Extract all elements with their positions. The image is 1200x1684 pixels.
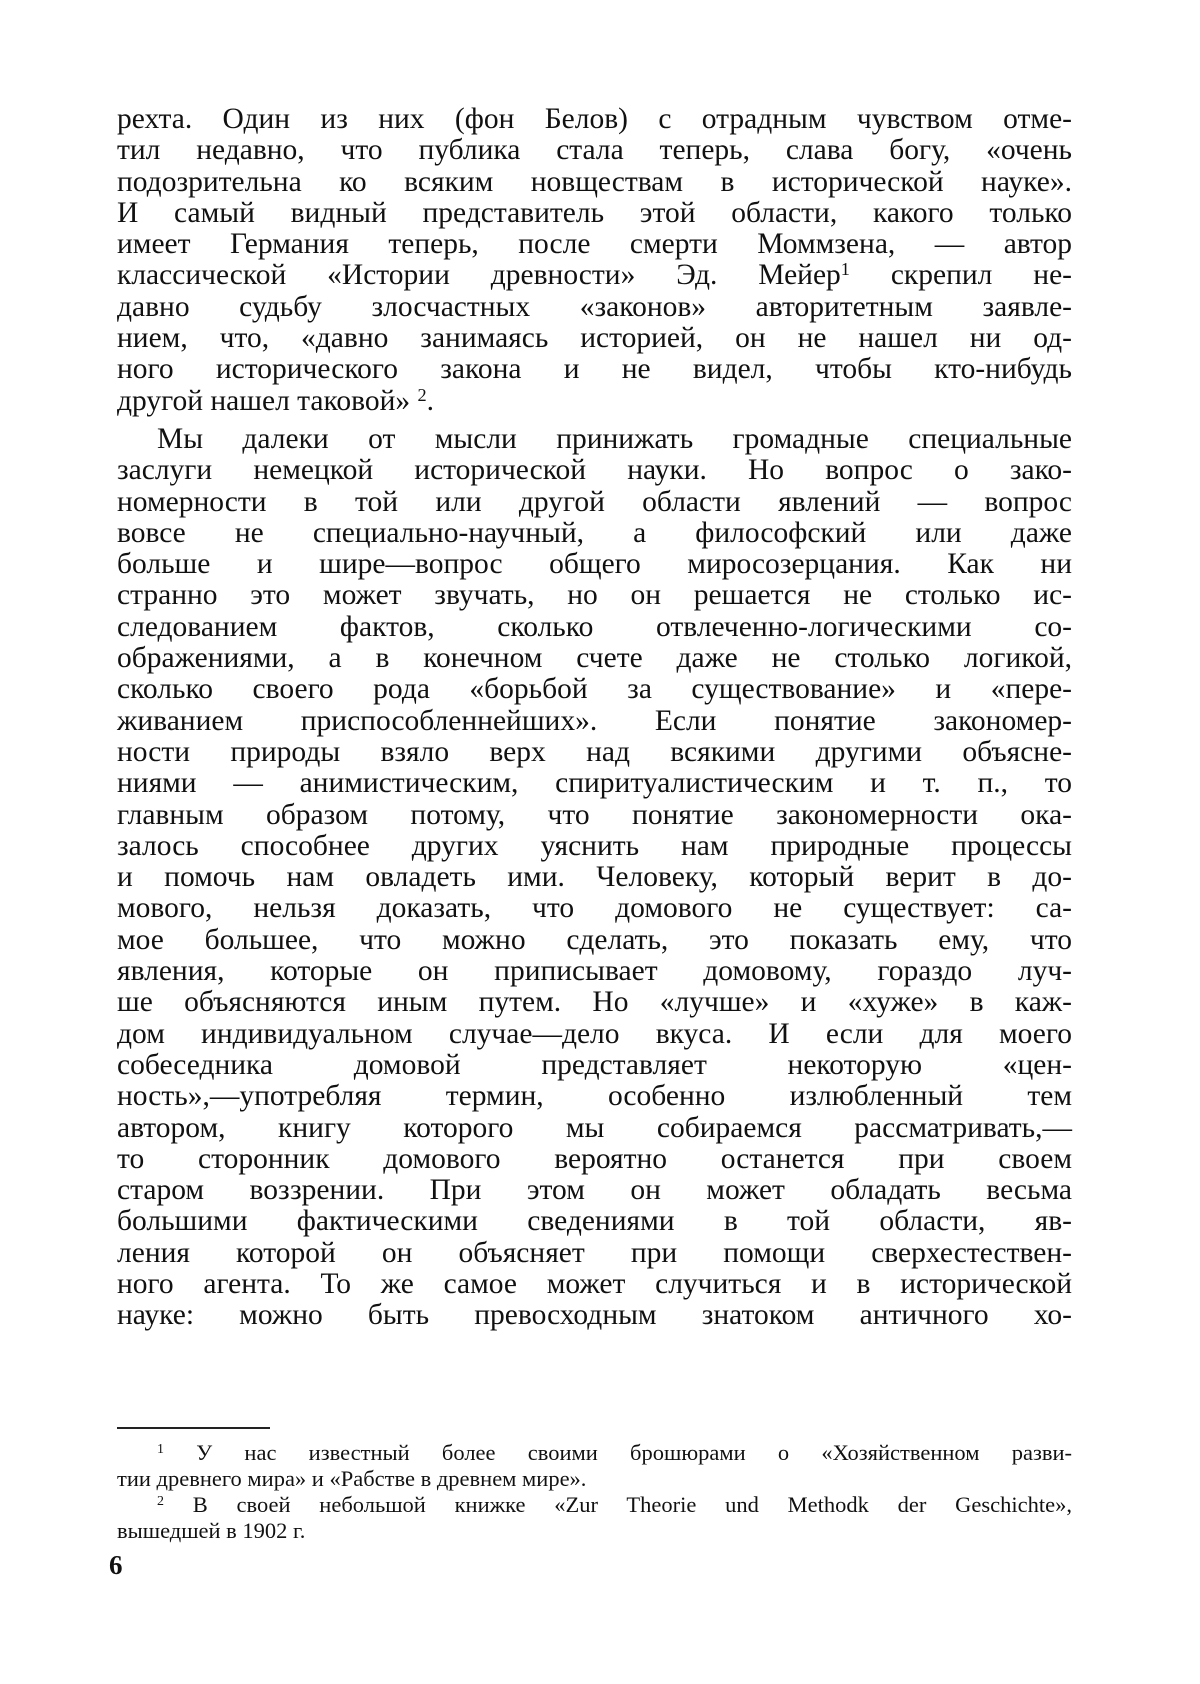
text-fragment: классической «Истории древности» Эд. Мейер <box>117 259 841 292</box>
text-line: больше и шире—вопрос общего миросозерцания. Как ни <box>117 548 1072 581</box>
text-fragment: скрепил не- <box>890 259 1072 292</box>
text-fragment: другой нашел таковой» <box>117 384 411 417</box>
main-text <box>117 104 1072 1332</box>
text-line: старом воззрении. При этом он может обладать весьма <box>117 1174 1072 1207</box>
text-line: сколько своего рода «борьбой за существование» и «пере- <box>117 673 1072 706</box>
text-line: собеседника домовой представляет некоторую «цен- <box>117 1048 1072 1081</box>
text-line: номерности в той или другой области явлений — вопрос <box>117 485 1072 518</box>
text-line: подозрительна ко всяким новществам в исторической науке». <box>117 165 1072 198</box>
footnote-text: У нас известный более своими брошюрами о «Хозяйственном разви- <box>196 1440 1073 1465</box>
text-line: имеет Германия теперь, после смерти Моммзена, — автор <box>117 228 1072 261</box>
text-line: дом индивидуальном случае—дело вкуса. И если для моего <box>117 1017 1072 1050</box>
text-line: ображениями, а в конечном счете даже не столько логикой, <box>117 642 1072 675</box>
text-line: Мы далеки от мысли принижать громадные специальные <box>157 422 1072 455</box>
footnote-text: В своей небольшой книжке «Zur Theorie und Methodk der Geschichte», <box>192 1492 1073 1517</box>
text-line: ность»,—употребляя термин, особенно излюбленный тем <box>117 1080 1072 1113</box>
footnote-line <box>117 1440 1072 1466</box>
text-line: И самый видный представитель этой области, какого только <box>117 196 1072 229</box>
footnote-line <box>117 1492 1072 1518</box>
text-line: давно судьбу злосчастных «законов» авторитетным заявле- <box>117 290 1072 323</box>
text-line: нием, что, «давно занимаясь историей, он не нашел ни од- <box>117 322 1072 355</box>
footnote-marker: 1 <box>157 1442 164 1458</box>
footnote-separator <box>117 1427 270 1429</box>
text-line: мового, нельзя доказать, что домового не существует: са- <box>117 892 1072 925</box>
text-line: живанием приспособленнейших». Если понятие закономер- <box>117 704 1072 737</box>
text-line: и помочь нам овладеть ими. Человеку, который верит в до- <box>117 861 1072 894</box>
text-line <box>117 386 1072 417</box>
text-line: странно это может звучать, но он решается не столько ис- <box>117 579 1072 612</box>
footnote-line: вышедшей в 1902 г. <box>117 1518 306 1543</box>
text-line <box>117 260 1072 291</box>
text-line: тил недавно, что публика стала теперь, слава богу, «очень <box>117 134 1072 167</box>
text-line: ниями — анимистическим, спиритуалистическим и т. п., то <box>117 767 1072 800</box>
text-line: ления которой он объясняет при помощи сверхестествен- <box>117 1236 1072 1269</box>
text-line: науке: можно быть превосходным знатоком античного хо- <box>117 1299 1072 1332</box>
text-line: заслуги немецкой исторической науки. Но вопрос о зако- <box>117 454 1072 487</box>
text-line: автором, книгу которого мы собираемся рассматривать,— <box>117 1111 1072 1144</box>
text-line: то сторонник домового вероятно останется при своем <box>117 1142 1072 1175</box>
page-number: 6 <box>109 1550 123 1580</box>
text-line: ного агента. То же самое может случиться и в исторической <box>117 1267 1072 1300</box>
text-line: ности природы взяло верх над всякими другими объясне- <box>117 735 1072 768</box>
footnote-marker: 2 <box>157 1494 164 1510</box>
text-line: рехта. Один из них (фон Белов) с отрадным чувством отме- <box>117 103 1072 135</box>
footnote-ref: 1 <box>840 259 850 280</box>
footnote-ref: 2 <box>417 384 427 405</box>
text-line: вовсе не специально-научный, а философский или даже <box>117 516 1072 549</box>
text-line: ного исторического закона и не видел, чтобы кто-нибудь <box>117 353 1072 386</box>
text-line: главным образом потому, что понятие закономерности ока- <box>117 798 1072 831</box>
text-line: ше объясняются иным путем. Но «лучше» и «хуже» в каж- <box>117 986 1072 1019</box>
footnote-line: тии древнего мира» и «Рабстве в древнем мире». <box>117 1466 587 1491</box>
text-line: большими фактическими сведениями в той области, яв- <box>117 1205 1072 1238</box>
text-line: следованием фактов, сколько отвлеченно-логическими со- <box>117 610 1072 643</box>
text-fragment: . <box>426 384 435 417</box>
text-line: залось способнее других уяснить нам природные процессы <box>117 829 1072 862</box>
footnotes <box>117 1440 1072 1544</box>
text-line: явления, которые он приписывает домовому, гораздо луч- <box>117 955 1072 988</box>
text-line: мое большее, что можно сделать, это показать ему, что <box>117 923 1072 956</box>
